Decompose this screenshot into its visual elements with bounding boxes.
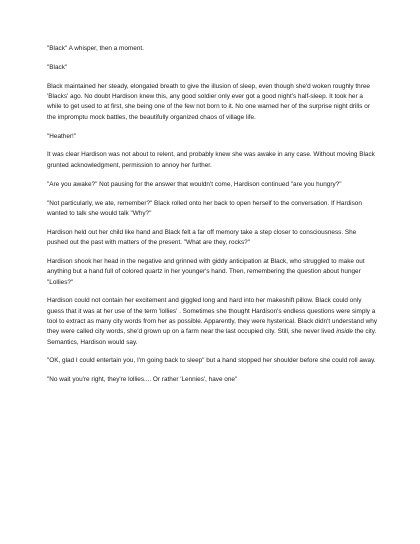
paragraph xyxy=(47,296,377,347)
paragraph: Hardison shook her head in the negative and grinned with giddy anticipation at Black, who struggled to make out anything but a hand full of colored quartz in her younger's hand. Then, remembering the question about hunger "Lollies?" xyxy=(47,257,365,286)
paragraph: "Black" xyxy=(47,63,68,71)
emphasis-text: inside xyxy=(336,328,353,336)
paragraph: "OK, glad I could entertain you, I'm going back to sleep" but a hand stopped her shoulder before she could roll away. xyxy=(47,357,376,365)
paragraph: "Heather!" xyxy=(47,132,77,140)
paragraph: "Are you awake?" Not pausing for the answer that wouldn't come, Hardison continued "are you hungry?" xyxy=(47,180,342,188)
paragraph: "Black" A whisper, then a moment. xyxy=(47,45,144,52)
paragraph: "Not particularly, we ate, remember?" Black rolled onto her back to open herself to the conversation. If Hardison wanted to talk she would talk "Why?" xyxy=(47,199,362,217)
paragraph-text: the city. Semantics, Hardison would say. xyxy=(47,328,377,346)
paragraph-text: Hardison could not contain her excitement and giggled long and hard into her makeshift pillow. Black could only guess that it was at her use of the term 'lollies' . Sometimes she thought Hardison's endless questions were simply a tool to extract as many city words from her as possible. Apparently, they were hysterical. Black didn't understand why they were called city words, she'd grown up on a farm near the last occupied city. Still, she never lived xyxy=(47,297,378,336)
paragraph: Black maintained her steady, elongated breath to give the illusion of sleep, even though she'd woken roughly three 'Blacks' ago. No doubt Hardison knew this, any good soldier only ever got a good night's half-sleep. It took her a while to get used to at first, she being one of the few not born to it. No one warned her of the surprise night drills or the impromptu mock battles, the beautifully organized chaos of village life. xyxy=(47,82,370,121)
paragraph: "No wait you're right, they're lollies.... Or rather 'Lennies', have one" xyxy=(47,376,238,384)
paragraph: Hardison held out her child like hand and Black felt a far off memory take a step closer to consciousness. She pushed out the past with matters of the present. "What are they, rocks?" xyxy=(47,228,357,247)
paragraph: It was clear Hardison was not about to relent, and probably knew she was awake in any case. Without moving Black grunted acknowledgment, permission to annoy her further. xyxy=(47,151,375,169)
document-page xyxy=(47,44,377,394)
